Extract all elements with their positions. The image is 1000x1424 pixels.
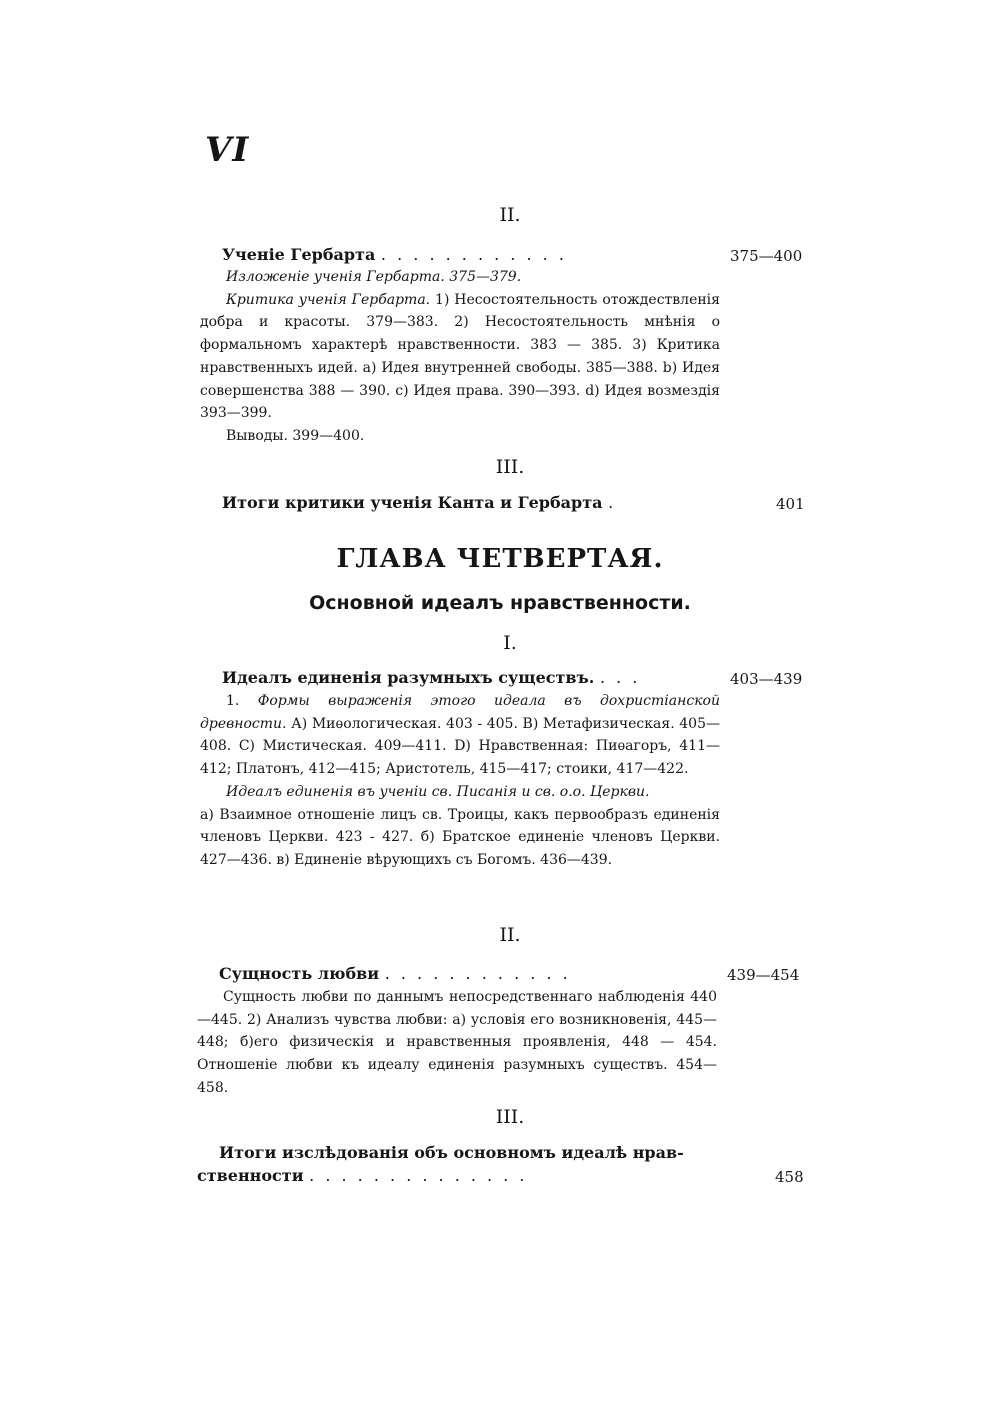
toc-description (200, 690, 720, 872)
paragraph-text: 1) Несостоятельность отождествленія добра и красоты. 379—383. 2) Несостоятельность мнѣнія о формальномъ характерѣ нравственности. 383 — 385. 3) Критика нравственныхъ идей. а) Идея внутренней свободы. 385—388. b) Идея совершенства 388 — 390. с) Идея права. 390—393. d) Идея возмездія 393—399. (200, 291, 720, 422)
entry-title-text: Итоги критики ученія Канта и Гербарта (222, 493, 603, 512)
entry-title-text: Идеалъ единенія разумныхъ существъ. (222, 668, 595, 687)
page-number-ref: 458 (775, 1168, 804, 1186)
toc-description (200, 266, 720, 448)
toc-entry-title (222, 668, 722, 687)
description-paragraph (200, 289, 720, 425)
italic-lead: Критика ученія Гербарта. (226, 291, 431, 308)
chapter-subtitle: Основной идеалъ нравственности. (309, 592, 691, 614)
description-paragraph: Сущность любви по даннымъ непосредственнаго наблюденія 440—445. 2) Анализъ чувства любви: а) условія его возникновенія, 445—448; б)его физическія и нравственныя проявленія, 448 — 454. Отношеніе любви къ идеалу единенія разумныхъ существъ. 454—458. (197, 989, 717, 1096)
dot-leader: . . . (599, 668, 641, 687)
section-numeral: II. (499, 204, 521, 226)
toc-entry-title (222, 245, 722, 264)
description-paragraph: Идеалъ единенія въ ученіи св. Писанія и св. о.о. Церкви. (226, 783, 650, 800)
toc-entry-title: Итоги изслѣдованія объ основномъ идеалѣ нрав- (219, 1143, 684, 1162)
paragraph-text: А) Миѳологическая. 403 - 405. В) Метафизическая. 405—408. С) Мистическая. 409—411. D) Нравственная: Пиѳагоръ, 411—412; Платонъ, 412—415; Аристотель, 415—417; стоики, 417—422. (200, 715, 720, 778)
dot-leader: . . . . . . . . . . . . (384, 964, 571, 983)
paragraph-lead: 1. (226, 693, 258, 709)
page-range: 439—454 (727, 966, 800, 984)
entry-title-text: Сущность любви (219, 964, 380, 983)
toc-entry-title (222, 493, 722, 512)
section-numeral: I. (503, 632, 517, 654)
description-paragraph (200, 690, 720, 781)
dot-leader: . (608, 493, 617, 512)
toc-description (197, 986, 717, 1100)
description-paragraph: а) Взаимное отношеніе лицъ св. Троицы, какъ первообразъ единенія членовъ Церкви. 423 - 427. б) Братское единеніе членовъ Церкви. 427—436. в) Единеніе вѣрующихъ съ Богомъ. 436—439. (200, 806, 720, 868)
page-number-ref: 401 (776, 495, 805, 513)
section-numeral: III. (495, 456, 525, 478)
entry-title-text: ственности (197, 1166, 304, 1185)
entry-title-text: Ученіе Гербарта (222, 245, 376, 264)
dot-leader: . . . . . . . . . . . . . . (309, 1166, 528, 1185)
page-range: 375—400 (730, 247, 803, 265)
page-number: VI (205, 130, 250, 170)
dot-leader: . . . . . . . . . . . . (380, 245, 567, 264)
section-numeral: III. (495, 1106, 525, 1128)
toc-entry-title-cont (197, 1166, 717, 1185)
page-range: 403—439 (730, 670, 803, 688)
chapter-title: ГЛАВА ЧЕТВЕРТАЯ. (336, 544, 664, 574)
italic-lead: Формы выраженія этого идеала въ дохристіанской древности. (200, 693, 720, 732)
toc-entry-title (219, 964, 719, 983)
description-paragraph: Изложеніе ученія Гербарта. 375—379. (226, 269, 522, 285)
section-numeral: II. (499, 924, 521, 946)
description-paragraph: Выводы. 399—400. (226, 427, 365, 444)
